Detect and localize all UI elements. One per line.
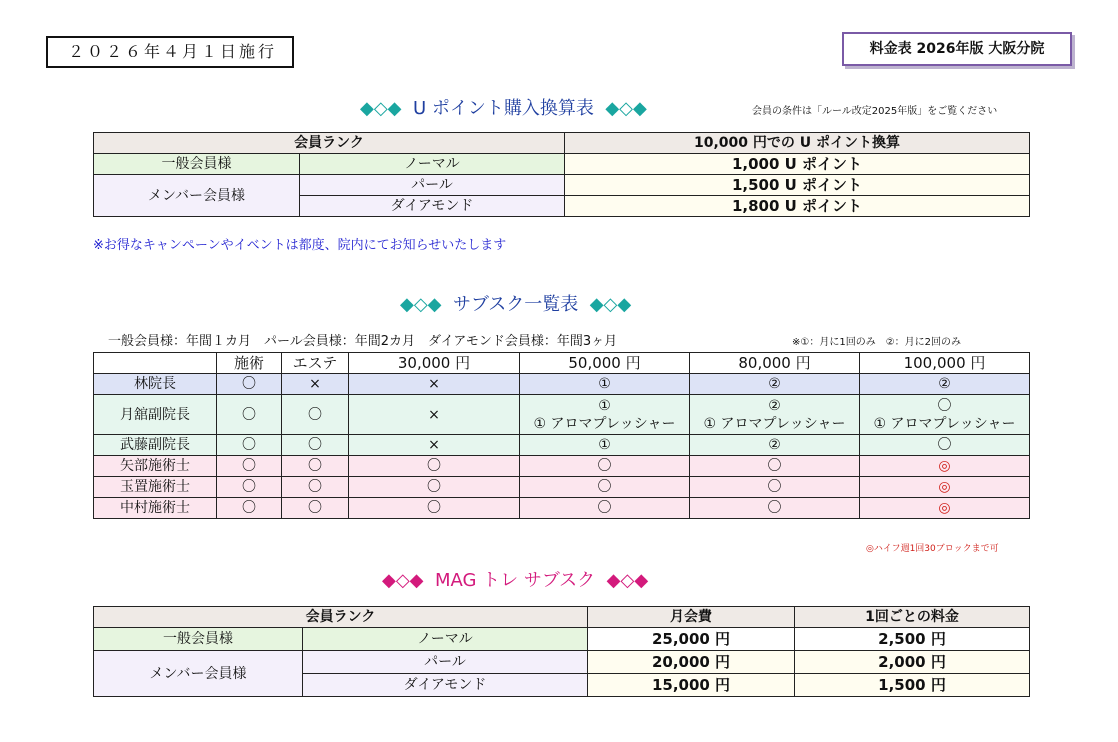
diamond-icon: ◆◇◆ — [382, 570, 424, 591]
diamond-icon: ◆◇◆ — [589, 294, 632, 315]
cell: 〇 — [217, 435, 282, 456]
tier-diamond: ダイアモンド — [303, 674, 588, 697]
diamond-icon: ◆◇◆ — [360, 98, 402, 119]
tier-pearl: パール — [303, 651, 588, 674]
frequency-legend: ※①：月に1回のみ ②：月に2回のみ — [792, 337, 962, 348]
cell: 〇 — [282, 498, 349, 519]
haifu-note: ◎ハイフ週1回30ブロックまで可 — [866, 544, 999, 554]
monthly-diamond: 15,000 円 — [588, 674, 795, 697]
cell-line: ① — [598, 397, 611, 414]
cell: ◎ — [860, 456, 1030, 477]
points-pearl: 1,500 U ポイント — [565, 175, 1030, 196]
cell — [690, 395, 860, 435]
cell: ① — [520, 435, 690, 456]
cell-line: ② — [768, 397, 781, 414]
upoint-title — [360, 94, 647, 120]
diamond-icon: ◆◇◆ — [606, 570, 649, 591]
cell: 〇 — [520, 498, 690, 519]
points-normal: 1,000 U ポイント — [565, 154, 1030, 175]
col-header-rank: 会員ランク — [94, 133, 565, 154]
upoint-table — [93, 132, 1030, 217]
cell: × — [282, 374, 349, 395]
cell: 〇 — [217, 456, 282, 477]
cell: 〇 — [217, 374, 282, 395]
col-header-rank: 会員ランク — [94, 607, 588, 628]
staff-name: 武藤副院長 — [94, 435, 217, 456]
tier-pearl: パール — [300, 175, 565, 196]
rank-general: 一般会員様 — [94, 154, 300, 175]
session-pearl: 2,000 円 — [795, 651, 1030, 674]
header-treatment: 施術 — [217, 353, 282, 374]
col-header-per-session: 1回ごとの料金 — [795, 607, 1030, 628]
header-100000: 100,000 円 — [860, 353, 1030, 374]
cell: 〇 — [690, 456, 860, 477]
membership-terms: 一般会員様：年間１カ月 パール会員様：年間2カ月 ダイアモンド会員様：年間3ヶ月 — [108, 334, 618, 349]
session-diamond: 1,500 円 — [795, 674, 1030, 697]
tier-normal: ノーマル — [303, 628, 588, 651]
cell: 〇 — [217, 498, 282, 519]
cell: 〇 — [860, 435, 1030, 456]
col-header-conversion: 10,000 円での U ポイント換算 — [565, 133, 1030, 154]
col-header-monthly-fee: 月会費 — [588, 607, 795, 628]
table-row — [94, 498, 1030, 519]
tier-diamond: ダイアモンド — [300, 196, 565, 217]
mag-title — [382, 566, 648, 592]
table-row — [94, 374, 1030, 395]
diamond-icon: ◆◇◆ — [400, 294, 442, 315]
cell: ② — [690, 435, 860, 456]
table-row — [94, 435, 1030, 456]
diamond-icon: ◆◇◆ — [605, 98, 647, 119]
staff-name: 中村施術士 — [94, 498, 217, 519]
cell: ① — [520, 374, 690, 395]
campaign-note: ※お得なキャンペーンやイベントは都度、院内にてお知らせいたします — [93, 238, 507, 253]
cell: 〇 — [282, 456, 349, 477]
header-50000: 50,000 円 — [520, 353, 690, 374]
monthly-pearl: 20,000 円 — [588, 651, 795, 674]
staff-name: 玉置施術士 — [94, 477, 217, 498]
subscription-title-text: サブスク一覧表 — [452, 294, 579, 315]
cell-extra: ① アロマプレッシャー — [533, 415, 676, 432]
staff-name: 矢部施術士 — [94, 456, 217, 477]
staff-name: 月舘副院長 — [94, 395, 217, 435]
cell: ◎ — [860, 498, 1030, 519]
mag-table — [93, 606, 1030, 697]
session-normal: 2,500 円 — [795, 628, 1030, 651]
cell-line: 〇 — [937, 397, 952, 414]
cell: ② — [690, 374, 860, 395]
rank-member: メンバー会員様 — [94, 175, 300, 217]
header-esthetic: エステ — [282, 353, 349, 374]
staff-name: 林院長 — [94, 374, 217, 395]
cell: 〇 — [690, 498, 860, 519]
cell: 〇 — [217, 395, 282, 435]
cell: 〇 — [520, 456, 690, 477]
cell-extra: ① アロマプレッシャー — [873, 415, 1016, 432]
header-30000: 30,000 円 — [349, 353, 520, 374]
cell: × — [349, 435, 520, 456]
cell: 〇 — [349, 456, 520, 477]
condition-note: 会員の条件は「ルール改定2025年版」をご覧ください — [752, 106, 998, 117]
subscription-title — [400, 290, 631, 316]
subscription-table — [93, 352, 1030, 519]
monthly-normal: 25,000 円 — [588, 628, 795, 651]
cell — [520, 395, 690, 435]
cell: ② — [860, 374, 1030, 395]
cell: × — [349, 395, 520, 435]
subscription-header-row — [94, 353, 1030, 374]
rank-member: メンバー会員様 — [94, 651, 303, 697]
cell: 〇 — [520, 477, 690, 498]
tier-normal: ノーマル — [300, 154, 565, 175]
rank-general: 一般会員様 — [94, 628, 303, 651]
mag-title-text: MAG トレ サブスク — [434, 570, 596, 591]
effective-date-box: ２０２６年４月１日施行 — [46, 36, 294, 68]
cell: 〇 — [690, 477, 860, 498]
price-list-tag: 料金表 2026年版 大阪分院 — [842, 32, 1072, 66]
cell: × — [349, 374, 520, 395]
cell — [860, 395, 1030, 435]
cell: 〇 — [349, 477, 520, 498]
cell-extra: ① アロマプレッシャー — [703, 415, 846, 432]
table-row — [94, 456, 1030, 477]
table-row — [94, 477, 1030, 498]
cell: 〇 — [349, 498, 520, 519]
cell: 〇 — [217, 477, 282, 498]
upoint-title-text: U ポイント購入換算表 — [412, 98, 594, 119]
header-blank — [94, 353, 217, 374]
header-80000: 80,000 円 — [690, 353, 860, 374]
table-row — [94, 395, 1030, 435]
points-diamond: 1,800 U ポイント — [565, 196, 1030, 217]
cell: 〇 — [282, 435, 349, 456]
cell: 〇 — [282, 477, 349, 498]
cell: 〇 — [282, 395, 349, 435]
cell: ◎ — [860, 477, 1030, 498]
